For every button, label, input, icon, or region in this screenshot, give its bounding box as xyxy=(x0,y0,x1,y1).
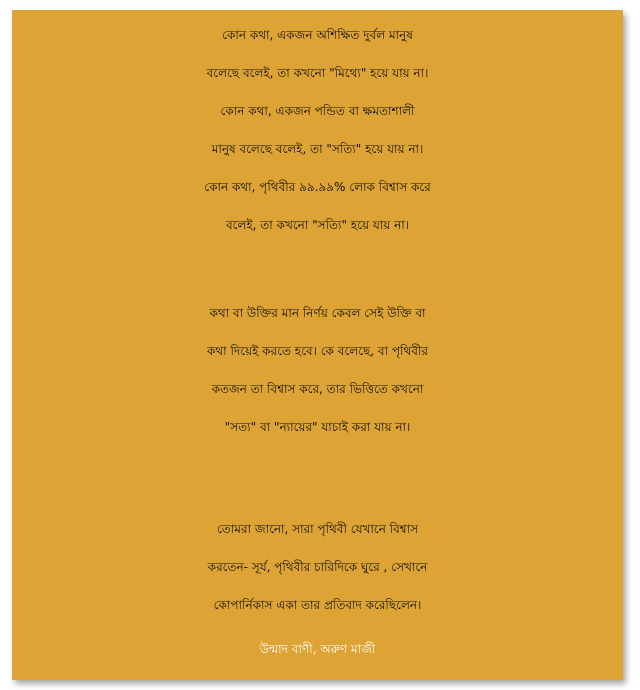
quote-line: কোন কথা, একজন পন্ডিত বা ক্ষমতাশালী xyxy=(220,104,415,118)
quote-line: বলেই, তা কখনো "সত্যি" হয়ে যায় না। xyxy=(225,218,410,232)
quote-line: মানুষ বলেছে বলেই, তা "সত্যি" হয়ে যায় না। xyxy=(211,142,424,156)
quote-paragraph-3 xyxy=(12,510,623,624)
quote-line: কোপার্নিকাস একা তার প্রতিবাদ করেছিলেন। xyxy=(213,598,422,612)
quote-line: "সত্য" বা "ন্যায়ের" যাচাই করা যায় না। xyxy=(224,420,411,434)
quote-line: বলেছে বলেই, তা কখনো "মিথ্যে" হয়ে যায় না। xyxy=(206,66,429,80)
quote-card xyxy=(12,10,623,680)
quote-line: কোন কথা, একজন অশিক্ষিত দুর্বল মানুষ xyxy=(222,28,413,42)
signature: উন্মাদ বাণী, অরুণ মাজী xyxy=(259,642,376,656)
quote-line: কথা বা উক্তির মান নির্ণয় কেবল সেই উক্তি বা xyxy=(209,306,426,320)
quote-paragraph-2 xyxy=(12,294,623,446)
quote-line: কোন কথা, পৃথিবীর ৯৯.৯৯% লোক বিশ্বাস করে xyxy=(204,180,431,194)
quote-line: তোমরা জানো, সারা পৃথিবী যেখানে বিশ্বাস xyxy=(216,522,419,536)
quote-line: কতজন তা বিশ্বাস করে, তার ভিত্তিতে কখনো xyxy=(211,382,424,396)
quote-line: করতেন- সূর্য, পৃথিবীর চারিদিকে ঘুরে , সেখানে xyxy=(207,560,428,574)
quote-paragraph-1 xyxy=(12,16,623,244)
quote-line: কথা দিয়েই করতে হবে। কে বলেছে, বা পৃথিবীর xyxy=(207,344,428,358)
